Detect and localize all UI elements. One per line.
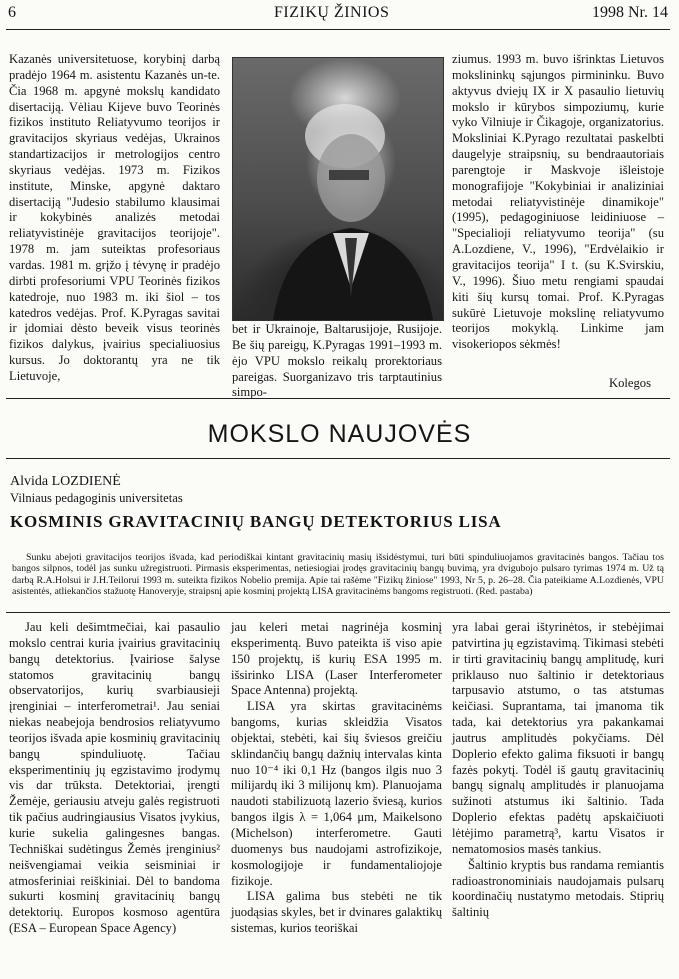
article-column-1 bbox=[9, 620, 220, 937]
bio-paragraph: bet ir Ukrainoje, Baltarusijoje, Rusijoje. Be šių pareigų, K.Pyragas 1991–1993 m. ėjo VPU mokslo reikalų prorektoriaus pareigas. Suorganizavo tris tarptautinius simpo- bbox=[232, 322, 442, 400]
running-header bbox=[8, 4, 668, 26]
bio-paragraph: ziumus. 1993 m. buvo išrinktas Lietuvos mokslininkų sąjungos pirmininku. Buvo aktyvus dviejų IX ir X pasaulio lietuvių mokslo ir kūrybos simpoziumų, kurie vyko Vilniuje ir Čikagoje, organizatorius. Moksliniai K.Pyrago rezultatai paskelbti daugelyje straipsnių, su bendraautoriais parengtoje ir Maskvoje išleistoje monografijoje "Kokybiniai ir analiziniai metodai reliatyvistinėje dinamikoje" (1995), pedagoginiuose leidiniuose – "Specialioji reliatyvumo teorija" (su A.Lozdiene, V., 1996), "Erdvėlaikio ir gravitacijos teorija" I t. (su K.Svirskiu, V., 1996). Šiuo metu rengiami spaudai kiti šių kursų tomai. Prof. K.Pyragas sukūrė Lietuvoje mokslinę reliatyvumo teorijos mokyklą. Linkime jam visokeriopos sėkmės! bbox=[452, 52, 664, 352]
bio-column-3 bbox=[452, 52, 664, 353]
article-column-2 bbox=[231, 620, 442, 937]
bio-column-1 bbox=[9, 52, 220, 385]
header-rule bbox=[6, 29, 670, 30]
article-author: Alvida LOZDIENĖ bbox=[10, 474, 121, 489]
article-paragraph: Jau keli dešimtmečiai, kai pasaulio mokslo centrai kuria įvairius gravitacinių bangų detektorius. Įvairiose šalyse statomos gravitacinių bangų observatorijos, kurių svarbiausieji įrenginiai – interferometrai¹. Jau seniai niekas neabejoja bendrosios reliatyvumo teorijos išvada apie kosminių gravitacinių bangų spinduliuotę. Tačiau eksperimentinių jų egzistavimo įrodymų vis dar trūksta. Detektoriai, įrengti Žemėje, geriausiu atveju galės registruoti tik pačius audringiausius Visatos įvykius, kurie sukelia galingesnes bangas. Techniškai sudėtingus Žemės įrenginius² neišvengiamai veikia seisminiai ir atmosferiniai reiškiniai. Dėl to bandoma sukurti kosminį gravitacinių bangų detektorių. Europos kosmoso agentūra (ESA – European Space Agency) bbox=[9, 620, 220, 936]
article-paragraph: LISA yra skirtas gravitacinėms bangoms, kurias skleidžia Visatos objektai, stebėti, kai šių šviesos greičiu sklindančių bangų dažnių intervalas kinta nuo 10⁻⁴ iki 0,1 Hz (bangos ilgis nuo 3 milijardų iki 3 milijonų km). Planuojama naudoti stabilizuotą lazerio šviesą, kurios bangos ilgis λ = 1,064 μm, Maikelsono (Michelson) interferometre. Gauti duomenys bus naudojami astrofizikoje, kosmologijoje ir fundamentaliojoje fizikoje. bbox=[231, 699, 442, 888]
signature: Kolegos bbox=[609, 376, 651, 390]
article-title: KOSMINIS GRAVITACINIŲ BANGŲ DETEKTORIUS LISA bbox=[10, 512, 502, 531]
article-paragraph: jau keleri metai nagrinėja kosminį eksperimentą. Buvo pateikta iš viso apie 150 projektų, iš kurių ESA 1995 m. išsirinko LISA (Laser Interferometer Space Antenna) projektą. bbox=[231, 620, 442, 698]
article-column-3 bbox=[452, 620, 664, 921]
article-paragraph: Šaltinio kryptis bus randama remiantis radioastronominiais naudojamais pulsarų koordinačių nustatymo metodais. Stiprių šaltinių bbox=[452, 857, 664, 920]
abstract-text: Sunku abejoti gravitacijos teorijos išvada, kad periodiškai kintant gravitacinių masių išsidėstymui, turi būti spinduliuojamos gravitacinės bangos. Tačiau tos bangos silpnos, todėl jas sunku užregistruoti. Pirmasis eksperimentas, netiesiogiai įrodęs gravitacinių bangų buvimą, yra dvigubojo pulsaro tyrimas 1974 m. Už tą darbą R.A.Holsui ir J.H.Teilorui 1993 m. suteikta fizikos Nobelio premija. Apie tai rašėme "Fizikų žiniose" 1993, Nr 5, p. 26–28. Čia pateikiame A.Lozdienės, VPU asistentės, atliekančios stažuotę Hanoveryje, straipsnį apie kosminį projektą LISA gravitacinėms bangoms registruoti. (Red. pastaba) bbox=[12, 552, 664, 598]
journal-name: FIZIKŲ ŽINIOS bbox=[274, 4, 390, 21]
article-paragraph: LISA galima bus stebėti ne tik juodąsias skyles, bet ir dvinares galaktikų sistemas, kurios teoriškai bbox=[231, 889, 442, 936]
portrait-photo-shapes bbox=[233, 58, 443, 320]
section-title: MOKSLO NAUJOVĖS bbox=[207, 420, 472, 448]
section-rule-top bbox=[6, 398, 670, 399]
issue-number: 1998 Nr. 14 bbox=[592, 4, 668, 21]
article-abstract bbox=[12, 552, 664, 598]
article-affiliation: Vilniaus pedagoginis universitetas bbox=[10, 491, 183, 505]
portrait-photo bbox=[232, 57, 444, 321]
abstract-rule bbox=[6, 612, 670, 613]
section-rule-bottom bbox=[6, 458, 670, 459]
page-number: 6 bbox=[8, 4, 16, 21]
bio-paragraph: Kazanės universitetuose, korybinį darbą pradėjo 1964 m. asistentu Kazanės un-te. Čia 1968 m. apgynė mokslų kandidato disertaciją. Vėliau Kijeve buvo Teorinės fizikos instituto Reliatyvumo teorijos ir gravitacijos skyriaus vedėjas, Ukrainos standartizacijos ir metrologijos centro skyriaus vedėjas. 1973 m. Fizikos institute, Minske, apgynė daktaro disertaciją "Judesio stabilumo klausimai ir kokybinės analizės metodai reliatyvistinėje gravitacijos teorijoje". 1978 m. jam suteiktas profesoriaus vardas. 1981 m. grįžo į tėvynę ir pradėjo dirbti profesoriumi VPU Teorinės fizikos katedroje, nuo 1983 m. iki šiol – tos katedros vedėjas. Prof. K.Pyragas savitai ir įdomiai dėsto beveik visus teorinės fizikos dalykus, įvairius specialiuosius kursus. Jo doktorantų yra ne tik Lietuvoje, bbox=[9, 52, 220, 383]
article-paragraph: yra labai gerai ištyrinėtos, ir stebėjimai patvirtina jų egzistavimą. Tikimasi stebėti ir tirti gravitacinių bangų amplitudę, kuri priklauso nuo šaltinio ir detektoriaus tarpusavio atstumo, o tas atstumas keičiasi. Suprantama, tai įmanoma tik tada, kai detektorius yra pakankamai jautrus amplitudės pokyčiams. Dėl Doplerio efekto galima fiksuoti ir bangų fazės pokytį. Todėl iš gautų gravitacinių bangų signalų amplitudės ir planuojama sužinoti atstumus iki šaltinio. Tada Doplerio efektas padėtų apskaičiuoti lėtėjimo parametrą³, kartu Visatos ir nematomosios masės tankius. bbox=[452, 620, 664, 856]
bio-column-2 bbox=[232, 322, 442, 401]
